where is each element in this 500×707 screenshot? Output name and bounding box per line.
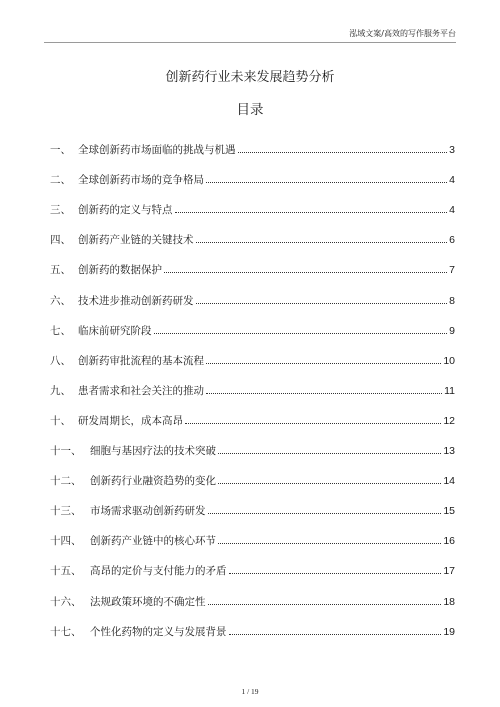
toc-entry-number: 十二、 <box>50 475 82 488</box>
toc-entry-title: 创新药审批流程的基本流程 <box>78 354 204 367</box>
toc-entry-title: 法规政策环境的不确定性 <box>90 595 206 608</box>
toc-leader-dots <box>164 272 447 273</box>
toc-leader-dots <box>208 513 442 514</box>
document-title: 创新药行业未来发展趋势分析 <box>165 70 335 85</box>
toc-entry[interactable] <box>50 547 455 577</box>
toc-entry-title: 全球创新药市场的竞争格局 <box>78 174 204 187</box>
toc-entry-page: 6 <box>449 234 455 247</box>
toc-entry-page: 15 <box>443 505 455 518</box>
toc-entry-number: 五、 <box>50 264 71 277</box>
toc-entry-page: 19 <box>443 625 455 638</box>
toc-entry[interactable] <box>50 126 455 156</box>
toc-entry-title: 创新药产业链中的核心环节 <box>90 535 216 548</box>
toc-entry-title: 高昂的定价与支付能力的矛盾 <box>90 565 227 578</box>
toc-entry-page: 16 <box>443 535 455 548</box>
toc-leader-dots <box>208 604 442 605</box>
toc-entry-title: 创新药产业链的关键技术 <box>78 234 194 247</box>
toc-entry-page: 12 <box>443 414 455 427</box>
toc-leader-dots <box>154 333 448 334</box>
toc-entry[interactable] <box>50 156 455 186</box>
toc-entry-title: 市场需求驱动创新药研发 <box>90 505 206 518</box>
toc-entry-page: 18 <box>443 595 455 608</box>
toc-entry[interactable] <box>50 517 455 547</box>
toc-entry[interactable] <box>50 186 455 216</box>
page-indicator: 1 / 19 <box>241 687 259 696</box>
toc-entry-number: 二、 <box>50 174 71 187</box>
toc-entry[interactable] <box>50 487 455 517</box>
toc-entry-page: 9 <box>449 324 455 337</box>
toc-entry[interactable] <box>50 367 455 397</box>
toc-leader-dots <box>175 212 448 213</box>
header-text: 泓域文案/高效的写作服务平台 <box>349 29 456 38</box>
toc-entry-number: 十三、 <box>50 505 82 518</box>
toc-leader-dots <box>206 182 447 183</box>
toc-entry-number: 七、 <box>50 324 71 337</box>
header-divider <box>44 42 456 43</box>
toc-leader-dots <box>196 242 448 243</box>
toc-entry-page: 10 <box>443 354 455 367</box>
toc-leader-dots <box>218 453 441 454</box>
toc-leader-dots <box>229 573 442 574</box>
toc-entry-title: 细胞与基因疗法的技术突破 <box>90 445 216 458</box>
toc-leader-dots <box>206 363 441 364</box>
toc-entry-number: 十四、 <box>50 535 82 548</box>
toc-entry-title: 研发周期长，成本高昂 <box>78 414 183 427</box>
toc-entry[interactable] <box>50 427 455 457</box>
table-of-contents <box>50 126 455 638</box>
toc-entry-page: 13 <box>443 445 455 458</box>
toc-entry[interactable] <box>50 457 455 487</box>
toc-entry-title: 创新药行业融资趋势的变化 <box>90 475 216 488</box>
toc-entry-number: 三、 <box>50 204 71 217</box>
toc-leader-dots <box>218 543 441 544</box>
toc-entry-page: 4 <box>449 204 455 217</box>
toc-entry[interactable] <box>50 608 455 638</box>
toc-entry[interactable] <box>50 246 455 276</box>
toc-heading: 目录 <box>236 102 264 118</box>
toc-entry-number: 一、 <box>50 144 71 157</box>
toc-entry-number: 十、 <box>50 414 71 427</box>
toc-entry-title: 技术进步推动创新药研发 <box>78 294 194 307</box>
toc-entry[interactable] <box>50 577 455 607</box>
toc-entry-number: 十六、 <box>50 595 82 608</box>
toc-entry-number: 十七、 <box>50 625 82 638</box>
toc-entry-number: 六、 <box>50 294 71 307</box>
toc-entry[interactable] <box>50 216 455 246</box>
toc-entry-page: 11 <box>444 384 455 397</box>
toc-entry-title: 创新药的数据保护 <box>78 264 162 277</box>
toc-entry-number: 十一、 <box>50 445 82 458</box>
toc-entry-page: 4 <box>449 174 455 187</box>
toc-leader-dots <box>218 483 441 484</box>
toc-leader-dots <box>185 423 441 424</box>
toc-leader-dots <box>196 303 448 304</box>
toc-entry-number: 十五、 <box>50 565 82 578</box>
toc-entry-page: 14 <box>443 475 455 488</box>
toc-entry[interactable] <box>50 397 455 427</box>
toc-entry-title: 临床前研究阶段 <box>78 324 152 337</box>
toc-entry-title: 个性化药物的定义与发展背景 <box>90 625 227 638</box>
toc-entry-number: 九、 <box>50 384 71 397</box>
toc-entry-title: 创新药的定义与特点 <box>78 204 173 217</box>
toc-entry-page: 3 <box>449 144 455 157</box>
toc-entry-page: 8 <box>449 294 455 307</box>
toc-entry-number: 四、 <box>50 234 71 247</box>
toc-leader-dots <box>238 152 448 153</box>
toc-entry-page: 7 <box>449 264 455 277</box>
toc-entry[interactable] <box>50 337 455 367</box>
toc-entry-page: 17 <box>443 565 455 578</box>
toc-entry-title: 全球创新药市场面临的挑战与机遇 <box>78 144 236 157</box>
toc-entry[interactable] <box>50 276 455 306</box>
toc-entry-title: 患者需求和社会关注的推动 <box>78 384 204 397</box>
toc-leader-dots <box>229 634 442 635</box>
toc-leader-dots <box>206 393 442 394</box>
toc-entry-number: 八、 <box>50 354 71 367</box>
toc-entry[interactable] <box>50 307 455 337</box>
